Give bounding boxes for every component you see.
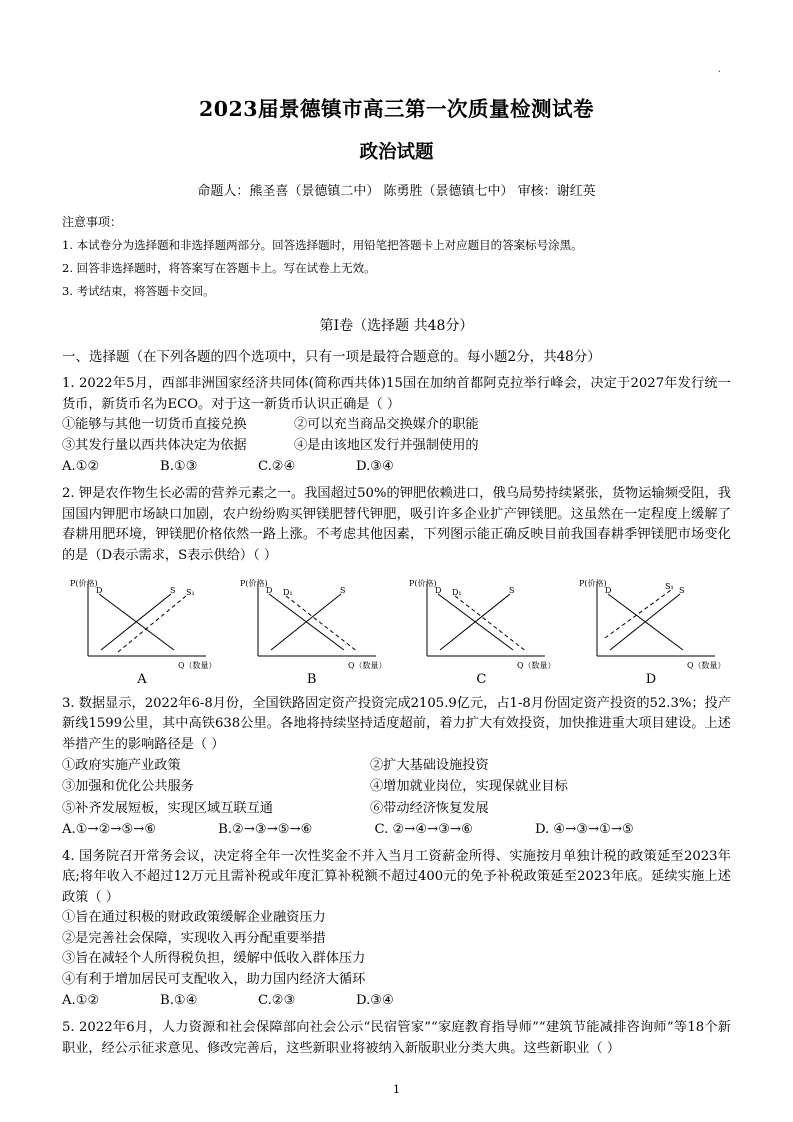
question-4-answer-d: D.③④: [356, 993, 394, 1009]
question-1-answer-c: C.②④: [258, 459, 296, 475]
question-3-option-5: ⑤补齐发展短板，实现区域互联互通: [62, 800, 273, 816]
question-3-option-3: ③加强和优化公共服务: [62, 779, 194, 795]
figure-b-label: B: [306, 672, 317, 687]
page-number: 1: [392, 1082, 401, 1096]
question-3-option-6: ⑥带动经济恢复发展: [370, 800, 489, 816]
svg-text:D: D: [96, 586, 103, 595]
question-1-option-1: ①能够与其他一切货币直接兑换: [62, 417, 247, 433]
question-3-answers: [62, 819, 731, 840]
figure-d-label: D: [645, 672, 657, 687]
question-3-answer-b: B.②→③→⑤→⑥: [218, 821, 313, 837]
question-4-option-2: ②是完善社会保障，实现收入再分配重要举措: [62, 930, 326, 946]
question-3-answer-d: D. ④→③→①→⑤: [534, 821, 634, 837]
question-4-option-4: ④有利于增加居民可支配收入，助力国内经济大循环: [62, 971, 366, 987]
question-3-option-2: ②扩大基础设施投资: [370, 758, 489, 774]
question-1-answer-a: A.①②: [62, 459, 100, 475]
question-1-answer-d: D.③④: [356, 459, 394, 475]
question-3-stem: 3. 数据显示，2022年6-8月份，全国铁路固定资产投资完成2105.9亿元，占1-8月份固定资产投资的52.3%；投产新线1599公里，其中高铁638公里。各地将持续坚持适度超前，着力扩大有效投资，加快推进重大项目建设。上述举措产生的影响路径是（ ）: [62, 696, 731, 752]
notice-line-1: 1. 本试卷分为选择题和非选择题两部分。回答选择题时，用铅笔把答题卡上对应题目的答案标号涂黑。: [62, 238, 583, 252]
svg-text:S: S: [509, 586, 515, 595]
page-title: 2023届景德镇市高三第一次质量检测试卷: [198, 97, 595, 121]
svg-text:D: D: [265, 586, 273, 595]
question-3-options-row-1: [62, 755, 731, 776]
notice-line-3: 3. 考试结束，将答题卡交回。: [62, 284, 215, 298]
svg-text:P(价格): P(价格): [70, 579, 98, 588]
part-title: 第Ⅰ卷（选择题 共48分）: [319, 318, 474, 334]
figure-a-label: A: [137, 672, 147, 687]
question-3-option-4: ④增加就业岗位，实现保就业目标: [370, 779, 568, 795]
question-1-option-4: ④是由该地区发行并强制使用的: [294, 437, 479, 453]
question-1-option-3: ③其发行量以西共体决定为依据: [62, 437, 247, 453]
svg-text:D: D: [604, 586, 612, 595]
figure-b: [236, 576, 388, 687]
svg-text:P(价格): P(价格): [578, 579, 607, 588]
svg-text:P(价格): P(价格): [239, 579, 268, 588]
svg-text:Q（数量）: Q（数量）: [686, 661, 726, 670]
figure-d: [575, 576, 727, 687]
page-subtitle: 政治试题: [359, 142, 434, 163]
question-3-option-1: ①政府实施产业政策: [62, 758, 181, 774]
question-3-answer-a: A.①→②→⑤→⑥: [62, 821, 157, 837]
question-4-option-1: ①旨在通过积极的财政政策缓解企业融资压力: [62, 910, 326, 926]
authors-line: 命题人：熊圣喜（景德镇二中） 陈勇胜（景德镇七中） 审核：谢红英: [197, 184, 596, 199]
section-heading: 一、选择题（在下列各题的四个选项中，只有一项是最符合题意的。每小题2分，共48分）: [62, 349, 601, 365]
svg-text:S₁: S₁: [664, 582, 674, 591]
svg-text:S: S: [678, 586, 685, 595]
question-2-figures: [62, 576, 731, 687]
svg-text:D: D: [435, 586, 442, 595]
question-5-stem: 5. 2022年6月，人力资源和社会保障部向社会公示“民宿管家”“家庭教育指导师”“建筑节能减排咨询师”等18个新职业，经公示征求意见、修改完善后，这些新职业将被纳入新版职业分类大典。这些新职业（ ）: [62, 1020, 731, 1056]
question-4-stem: 4. 国务院召开常务会议，决定将全年一次性奖金不并入当月工资薪金所得、实施按月单独计税的政策延至2023年底;将年收入不超过12万元且需补税或年度汇算补税额不超过400元的免予补税政策延至2023年底。延续实施上述政策（ ）: [62, 848, 731, 905]
question-4-option-3: ③旨在减轻个人所得税负担，缓解中低收入群体压力: [62, 951, 366, 967]
question-3-options-row-3: [62, 798, 731, 819]
svg-text:S₁: S₁: [186, 588, 195, 597]
question-3-options-row-2: [62, 776, 731, 797]
svg-text:S: S: [170, 586, 176, 595]
svg-text:D₁: D₁: [282, 588, 293, 597]
svg-text:S: S: [339, 586, 346, 595]
question-3-answer-c: C. ②→④→③→⑥: [374, 821, 473, 837]
notice-line-2: 2. 回答非选择题时，将答案写在答题卡上。写在试卷上无效。: [62, 261, 376, 275]
question-1-answer-b: B.①③: [160, 459, 198, 475]
question-4-answers: [62, 990, 731, 1011]
question-4-answer-b: B.①④: [160, 993, 198, 1009]
svg-text:D₁: D₁: [452, 588, 462, 597]
svg-text:P(价格): P(价格): [409, 579, 437, 588]
svg-text:Q（数量）: Q（数量）: [178, 661, 217, 670]
question-4-answer-c: C.②③: [258, 993, 296, 1009]
question-2-stem: 2. 钾是农作物生长必需的营养元素之一。我国超过50%的钾肥依赖进口，俄乌局势持续紧张，货物运输频受阻，我国国内钾肥市场缺口加剧，农户纷纷购买钾镁肥替代钾肥，吸引许多企业扩产钾镁肥。这虽然在一定程度上缓解了春耕用肥环境，钾镁肥价格依然一路上涨。不考虑其他因素，下列图示能正确反映目前我国春耕季钾镁肥市场变化的是（D表示需求，S表示供给）（ ）: [62, 486, 731, 563]
question-1-stem: 1. 2022年5月，西部非洲国家经济共同体(简称西共体)15国在加纳首都阿克拉举行峰会，决定于2027年发行统一货币，新货币名为ECO。对于这一新货币认识正确是（ ）: [62, 376, 731, 412]
question-4-answer-a: A.①②: [62, 993, 100, 1009]
figure-c: [405, 576, 557, 687]
question-1-option-2: ②可以充当商品交换媒介的职能: [294, 417, 479, 433]
svg-text:Q（数量）: Q（数量）: [347, 661, 387, 670]
figure-c-label: C: [476, 672, 487, 687]
question-1-answers: [62, 456, 731, 477]
figure-a: [66, 576, 218, 687]
svg-text:Q（数量）: Q（数量）: [517, 661, 556, 670]
corner-mark: .: [717, 62, 721, 75]
notice-heading: 注意事项：: [62, 215, 123, 229]
